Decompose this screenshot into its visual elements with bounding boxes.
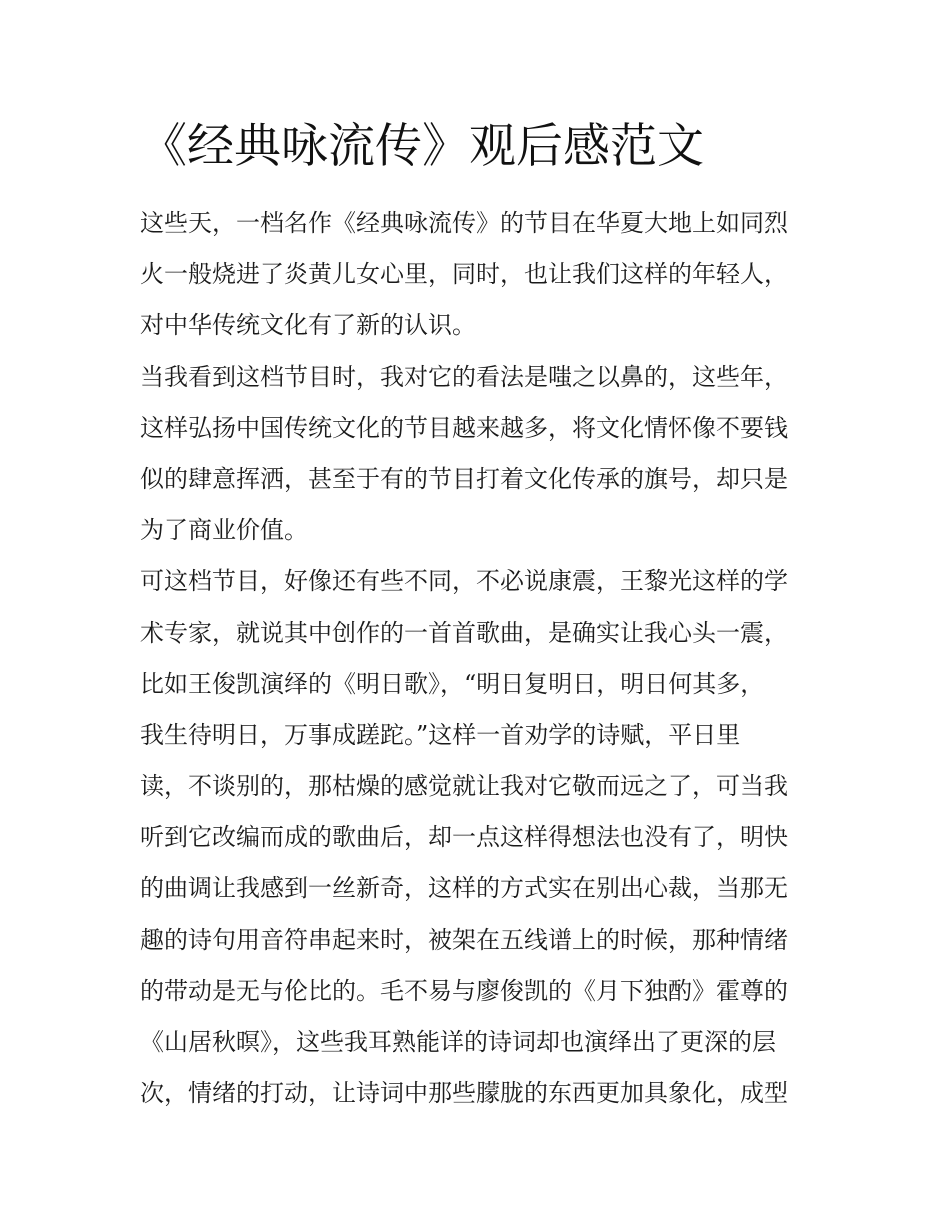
- text-line: 比如王俊凯演绎的《明日歌》，“明日复明日，明日何其多，: [140, 669, 765, 698]
- text-line: 似的肆意挥洒，甚至于有的节目打着文化传承的旗号，却只是: [140, 464, 788, 493]
- text-line: 对中华传统文化有了新的认识。: [140, 311, 476, 340]
- text-line: 当我看到这档节目时，我对它的看法是嗤之以鼻的，这些年，: [140, 362, 788, 391]
- text-line: 术专家，就说其中创作的一首首歌曲，是确实让我心头一震，: [140, 618, 788, 647]
- text-line: 这些天，一档名作《经典咏流传》的节目在华夏大地上如同烈: [140, 209, 788, 237]
- document-title: 《经典咏流传》观后感范文: [140, 119, 704, 174]
- text-line: 听到它改编而成的歌曲后，却一点这样得想法也没有了，明快: [140, 823, 788, 852]
- text-line: 《山居秋暝》，这些我耳熟能详的诗词却也演绎出了更深的层: [140, 1028, 776, 1056]
- text-line: 的曲调让我感到一丝新奇，这样的方式实在别出心裁，当那无: [140, 874, 788, 903]
- document-body: [140, 198, 820, 1119]
- text-line: 的带动是无与伦比的。毛不易与廖俊凯的《月下独酌》霍尊的: [140, 976, 788, 1005]
- text-line: 火一般烧进了炎黄儿女心里，同时，也让我们这样的年轻人，: [140, 260, 788, 289]
- text-line: 可这档节目，好像还有些不同，不必说康震，王黎光这样的学: [140, 567, 788, 596]
- text-line: 为了商业价值。: [140, 516, 308, 545]
- text-line: 次，情绪的打动，让诗词中那些朦胧的东西更加具象化，成型: [140, 1079, 788, 1108]
- text-line: 这样弘扬中国传统文化的节目越来越多，将文化情怀像不要钱: [140, 413, 788, 442]
- text-line: 读，不谈别的，那枯燥的感觉就让我对它敬而远之了，可当我: [140, 772, 788, 801]
- text-line: 趣的诗句用音符串起来时，被架在五线谱上的时候，那种情绪: [140, 925, 788, 954]
- text-line: 我生待明日，万事成蹉跎。”这样一首劝学的诗赋，平日里: [140, 720, 741, 749]
